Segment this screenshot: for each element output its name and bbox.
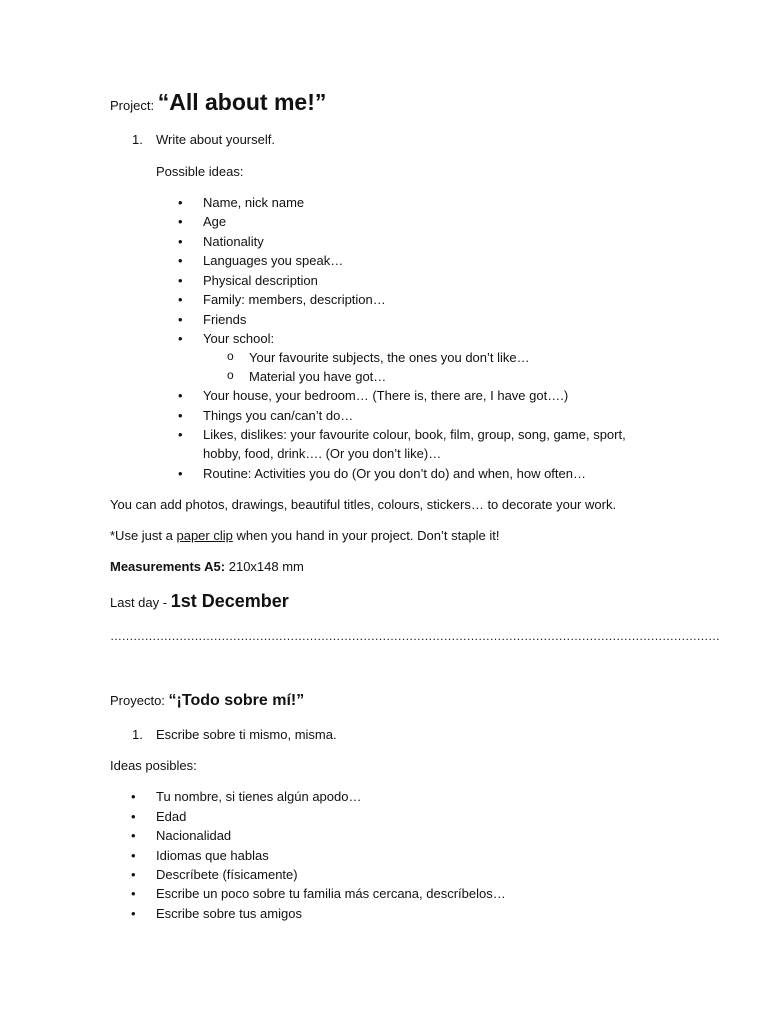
measurements-value: 210x148 mm (225, 559, 304, 574)
bullet-item: • Languages you speak… (203, 251, 343, 270)
clip-note-underlined: paper clip (176, 528, 233, 543)
sub-bullet-item: o Your favourite subjects, the ones you don’t like… (249, 348, 530, 367)
clip-note (110, 526, 500, 545)
last-day-value: 1st December (170, 591, 289, 611)
possible-ideas-label: Possible ideas: (156, 164, 244, 179)
list-number: 1. (132, 727, 143, 742)
bullet-item: • Descríbete (físicamente) (156, 865, 298, 884)
bullet-item: • Physical description (203, 271, 318, 290)
bullet-item: • Your house, your bedroom… (There is, there are, I have got….) (203, 386, 568, 405)
ideas-posibles-label: Ideas posibles: (110, 758, 197, 773)
proyecto-title: “¡Todo sobre mí!” (168, 692, 305, 709)
last-day (110, 589, 289, 615)
measurements (110, 557, 304, 576)
project-heading (110, 88, 326, 120)
project-title: “All about me!” (157, 89, 327, 115)
proyecto-heading (110, 690, 304, 712)
bullet-item: • Idiomas que hablas (156, 846, 269, 865)
bullet-item: • Escribe sobre tus amigos (156, 904, 302, 923)
decorate-note: You can add photos, drawings, beautiful titles, colours, stickers… to decorate your work. (110, 497, 617, 512)
bullet-item: • Things you can/can’t do… (203, 406, 353, 425)
bullet-item-continuation: hobby, food, drink…. (Or you don’t like)… (203, 446, 442, 461)
last-day-label: Last day - (110, 595, 171, 610)
clip-note-before: *Use just a (110, 528, 177, 543)
bullet-item: • Nationality (203, 232, 264, 251)
bullet-item: • Friends (203, 310, 246, 329)
bullet-item: • Escribe un poco sobre tu familia más cercana, descríbelos… (156, 884, 506, 903)
bullet-item: • Family: members, description… (203, 290, 386, 309)
list-item: Escribe sobre ti mismo, misma. (156, 727, 337, 742)
project-label: Project: (110, 98, 155, 113)
bullet-item: • Routine: Activities you do (Or you don’t do) and when, how often… (203, 464, 586, 483)
proyecto-label: Proyecto: (110, 693, 169, 708)
bullet-item: • Name, nick name (203, 193, 304, 212)
bullet-item: • Edad (156, 807, 186, 826)
bullet-item: • Age (203, 212, 226, 231)
separator-line: …………………………………………………………………………………………………………………………………………… (110, 629, 720, 643)
list-item: Write about yourself. (156, 132, 275, 147)
list-number: 1. (132, 132, 143, 147)
bullet-item: • Likes, dislikes: your favourite colour, book, film, group, song, game, sport, (203, 425, 626, 444)
measurements-label: Measurements A5: (110, 559, 226, 574)
clip-note-after: when you hand in your project. Don’t staple it! (232, 528, 500, 543)
bullet-item: • Your school: (203, 329, 274, 348)
sub-bullet-item: o Material you have got… (249, 367, 386, 386)
bullet-item: • Nacionalidad (156, 826, 231, 845)
bullet-item: • Tu nombre, si tienes algún apodo… (156, 787, 361, 806)
